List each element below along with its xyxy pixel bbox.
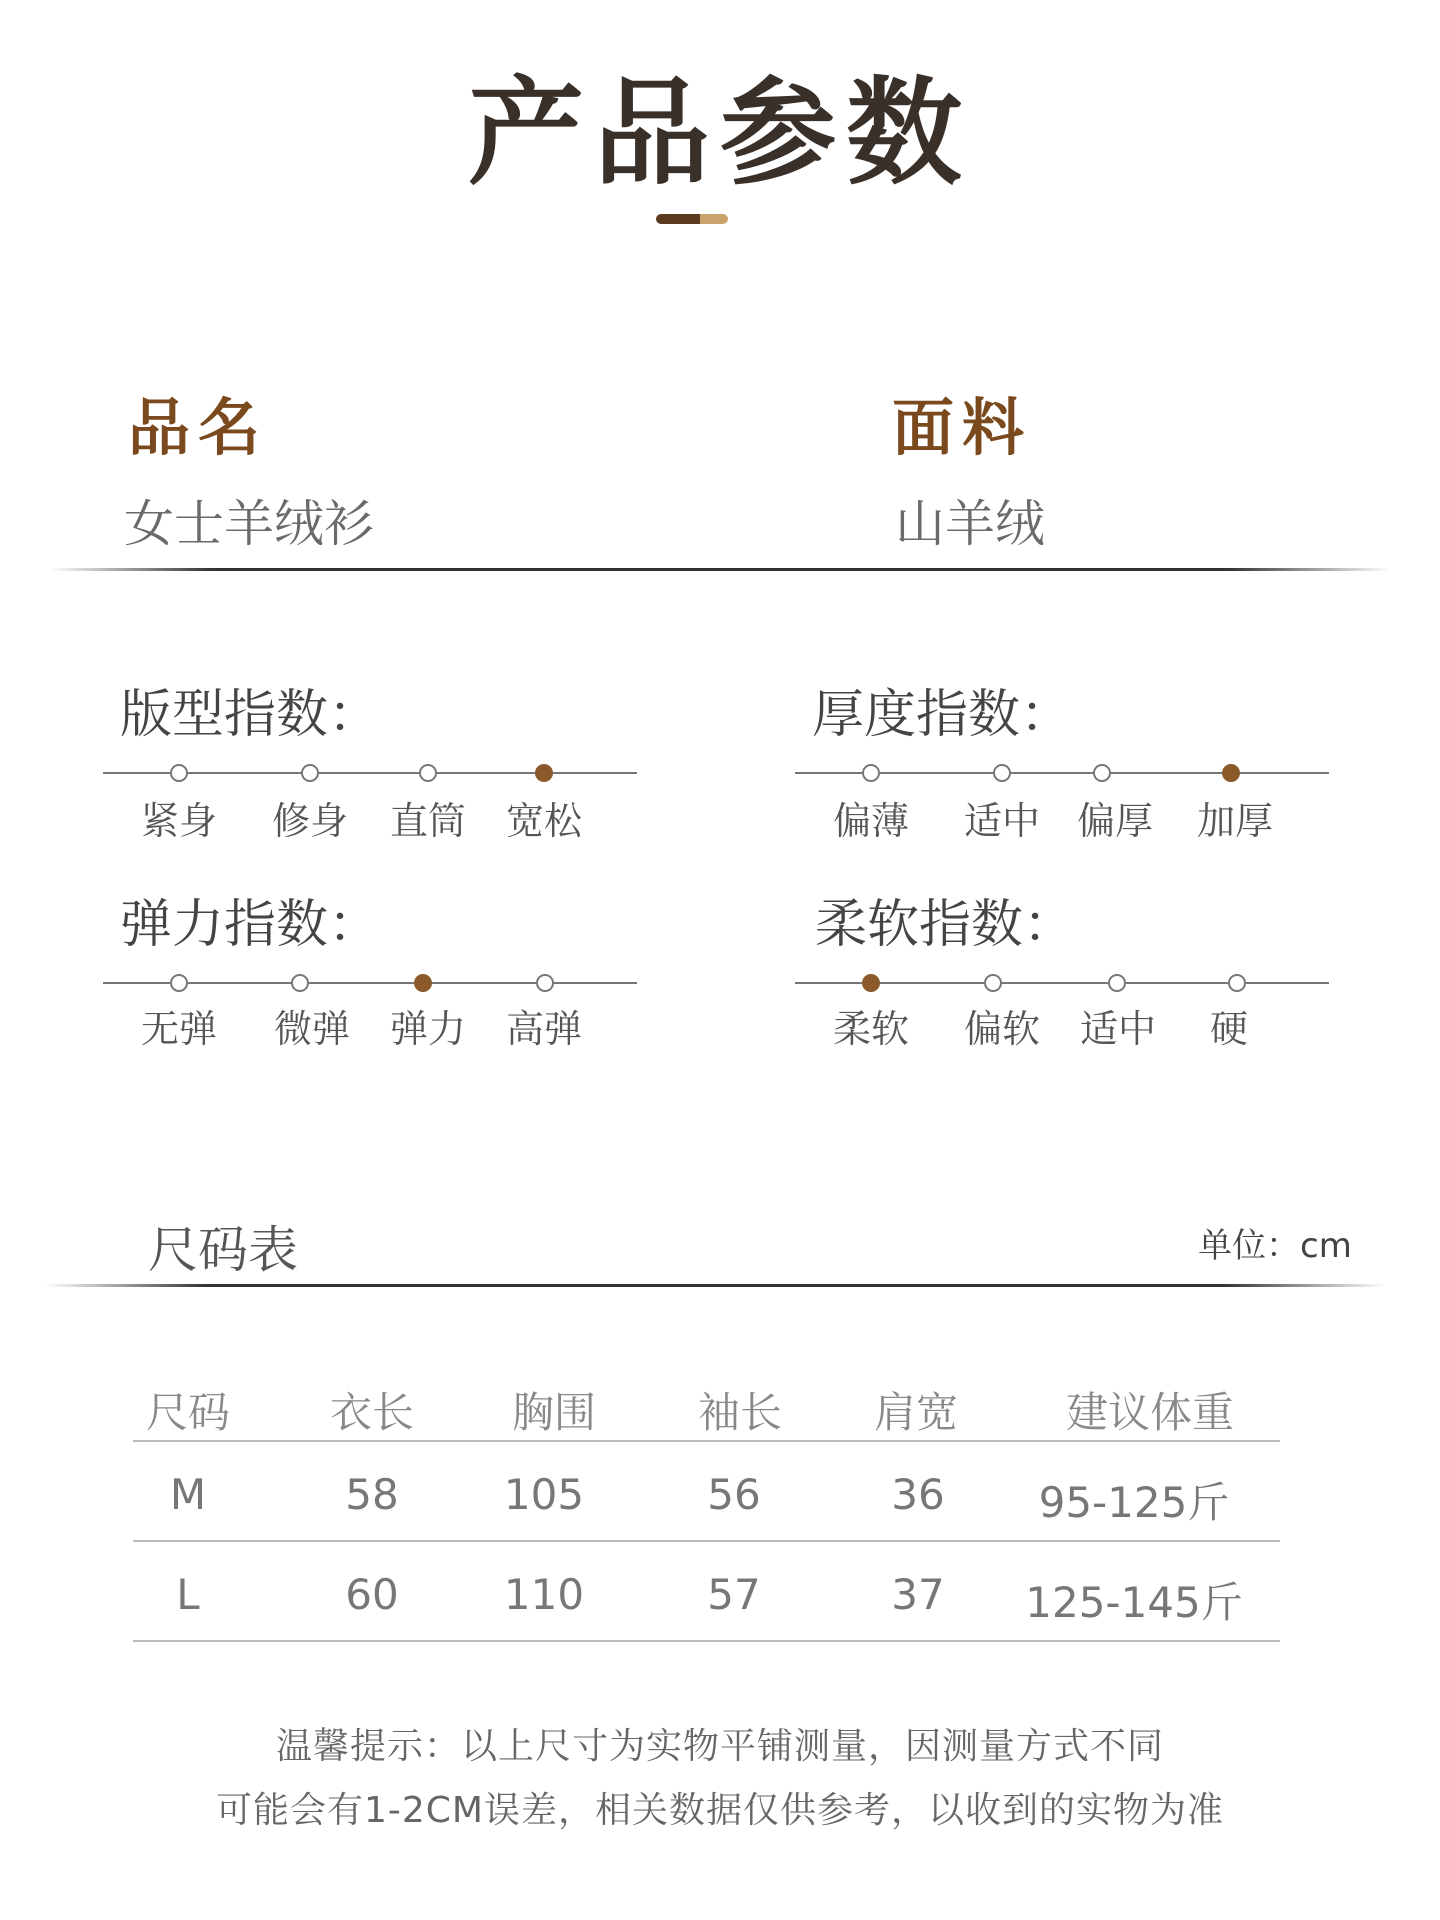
index-option-label: 无弹: [140, 1007, 217, 1051]
index-dot[interactable]: [535, 764, 553, 782]
product-name-value: 女士羊绒衫: [124, 495, 374, 553]
index-option-label: 紧身: [140, 799, 217, 843]
page-title: 产品参数: [468, 66, 972, 201]
index-dot[interactable]: [414, 974, 432, 992]
table-header-cell: 袖长: [697, 1388, 782, 1437]
index-dot[interactable]: [301, 764, 319, 782]
table-cell: 37: [891, 1570, 945, 1619]
table-row-line: [133, 1440, 1280, 1442]
size-table-unit: 单位：cm: [1198, 1226, 1352, 1266]
index-title: 版型指数：: [120, 685, 381, 745]
table-cell: 95-125斤: [1038, 1478, 1230, 1527]
index-option-label: 适中: [1079, 1007, 1156, 1051]
product-name-label: 品名: [128, 391, 269, 464]
index-option-label: 弹力: [389, 1007, 466, 1051]
table-header-cell: 建议体重: [1065, 1388, 1234, 1437]
table-cell: 56: [707, 1470, 761, 1519]
index-option-label: 加厚: [1196, 799, 1273, 843]
index-dot[interactable]: [170, 974, 188, 992]
table-header-cell: 尺码: [145, 1388, 230, 1437]
index-option-label: 柔软: [832, 1007, 909, 1051]
index-option-label: 宽松: [505, 799, 582, 843]
index-dot[interactable]: [862, 764, 880, 782]
note-line: 温馨提示：以上尺寸为实物平铺测量，因测量方式不同: [275, 1726, 1164, 1767]
table-cell: 36: [891, 1470, 945, 1519]
table-header-cell: 衣长: [329, 1388, 414, 1437]
index-option-label: 微弹: [273, 1007, 350, 1051]
accent-light: [700, 214, 728, 224]
index-dot[interactable]: [984, 974, 1002, 992]
index-option-label: 修身: [271, 799, 348, 843]
size-table-divider: [45, 1284, 1385, 1287]
table-cell: 110: [503, 1570, 585, 1619]
product-divider: [50, 568, 1390, 571]
table-cell: 58: [345, 1470, 399, 1519]
index-dot[interactable]: [291, 974, 309, 992]
index-dot[interactable]: [419, 764, 437, 782]
index-option-label: 偏厚: [1076, 799, 1153, 843]
title-accent-bar: [656, 214, 728, 224]
index-title: 柔软指数：: [815, 895, 1076, 955]
index-option-label: 直筒: [389, 799, 466, 843]
table-cell: 105: [503, 1470, 585, 1519]
index-dot[interactable]: [170, 764, 188, 782]
index-dot[interactable]: [993, 764, 1011, 782]
table-cell: 125-145斤: [1025, 1578, 1243, 1627]
table-header-cell: 肩宽: [873, 1388, 958, 1437]
index-title: 厚度指数：: [812, 685, 1073, 745]
fabric-value: 山羊绒: [895, 495, 1045, 553]
index-dot[interactable]: [536, 974, 554, 992]
index-option-label: 适中: [963, 799, 1040, 843]
accent-dark: [656, 214, 700, 224]
table-row-line: [133, 1540, 1280, 1542]
index-title: 弹力指数：: [120, 895, 381, 955]
index-option-label: 硬: [1209, 1007, 1248, 1051]
fabric-label: 面料: [892, 391, 1033, 464]
index-option-label: 偏薄: [832, 799, 909, 843]
table-cell: 60: [345, 1570, 399, 1619]
index-dot[interactable]: [1228, 974, 1246, 992]
table-header-cell: 胸围: [511, 1388, 596, 1437]
index-dot[interactable]: [862, 974, 880, 992]
size-table-title: 尺码表: [148, 1221, 298, 1279]
index-dot[interactable]: [1222, 764, 1240, 782]
index-dot[interactable]: [1093, 764, 1111, 782]
index-dot[interactable]: [1108, 974, 1126, 992]
table-cell: L: [176, 1570, 200, 1619]
index-option-label: 高弹: [505, 1007, 582, 1051]
table-cell: M: [169, 1470, 207, 1519]
table-cell: 57: [707, 1570, 761, 1619]
note-line: 可能会有1-2CM误差，相关数据仅供参考，以收到的实物为准: [216, 1790, 1224, 1831]
index-option-label: 偏软: [963, 1007, 1040, 1051]
table-row-line: [133, 1640, 1280, 1642]
